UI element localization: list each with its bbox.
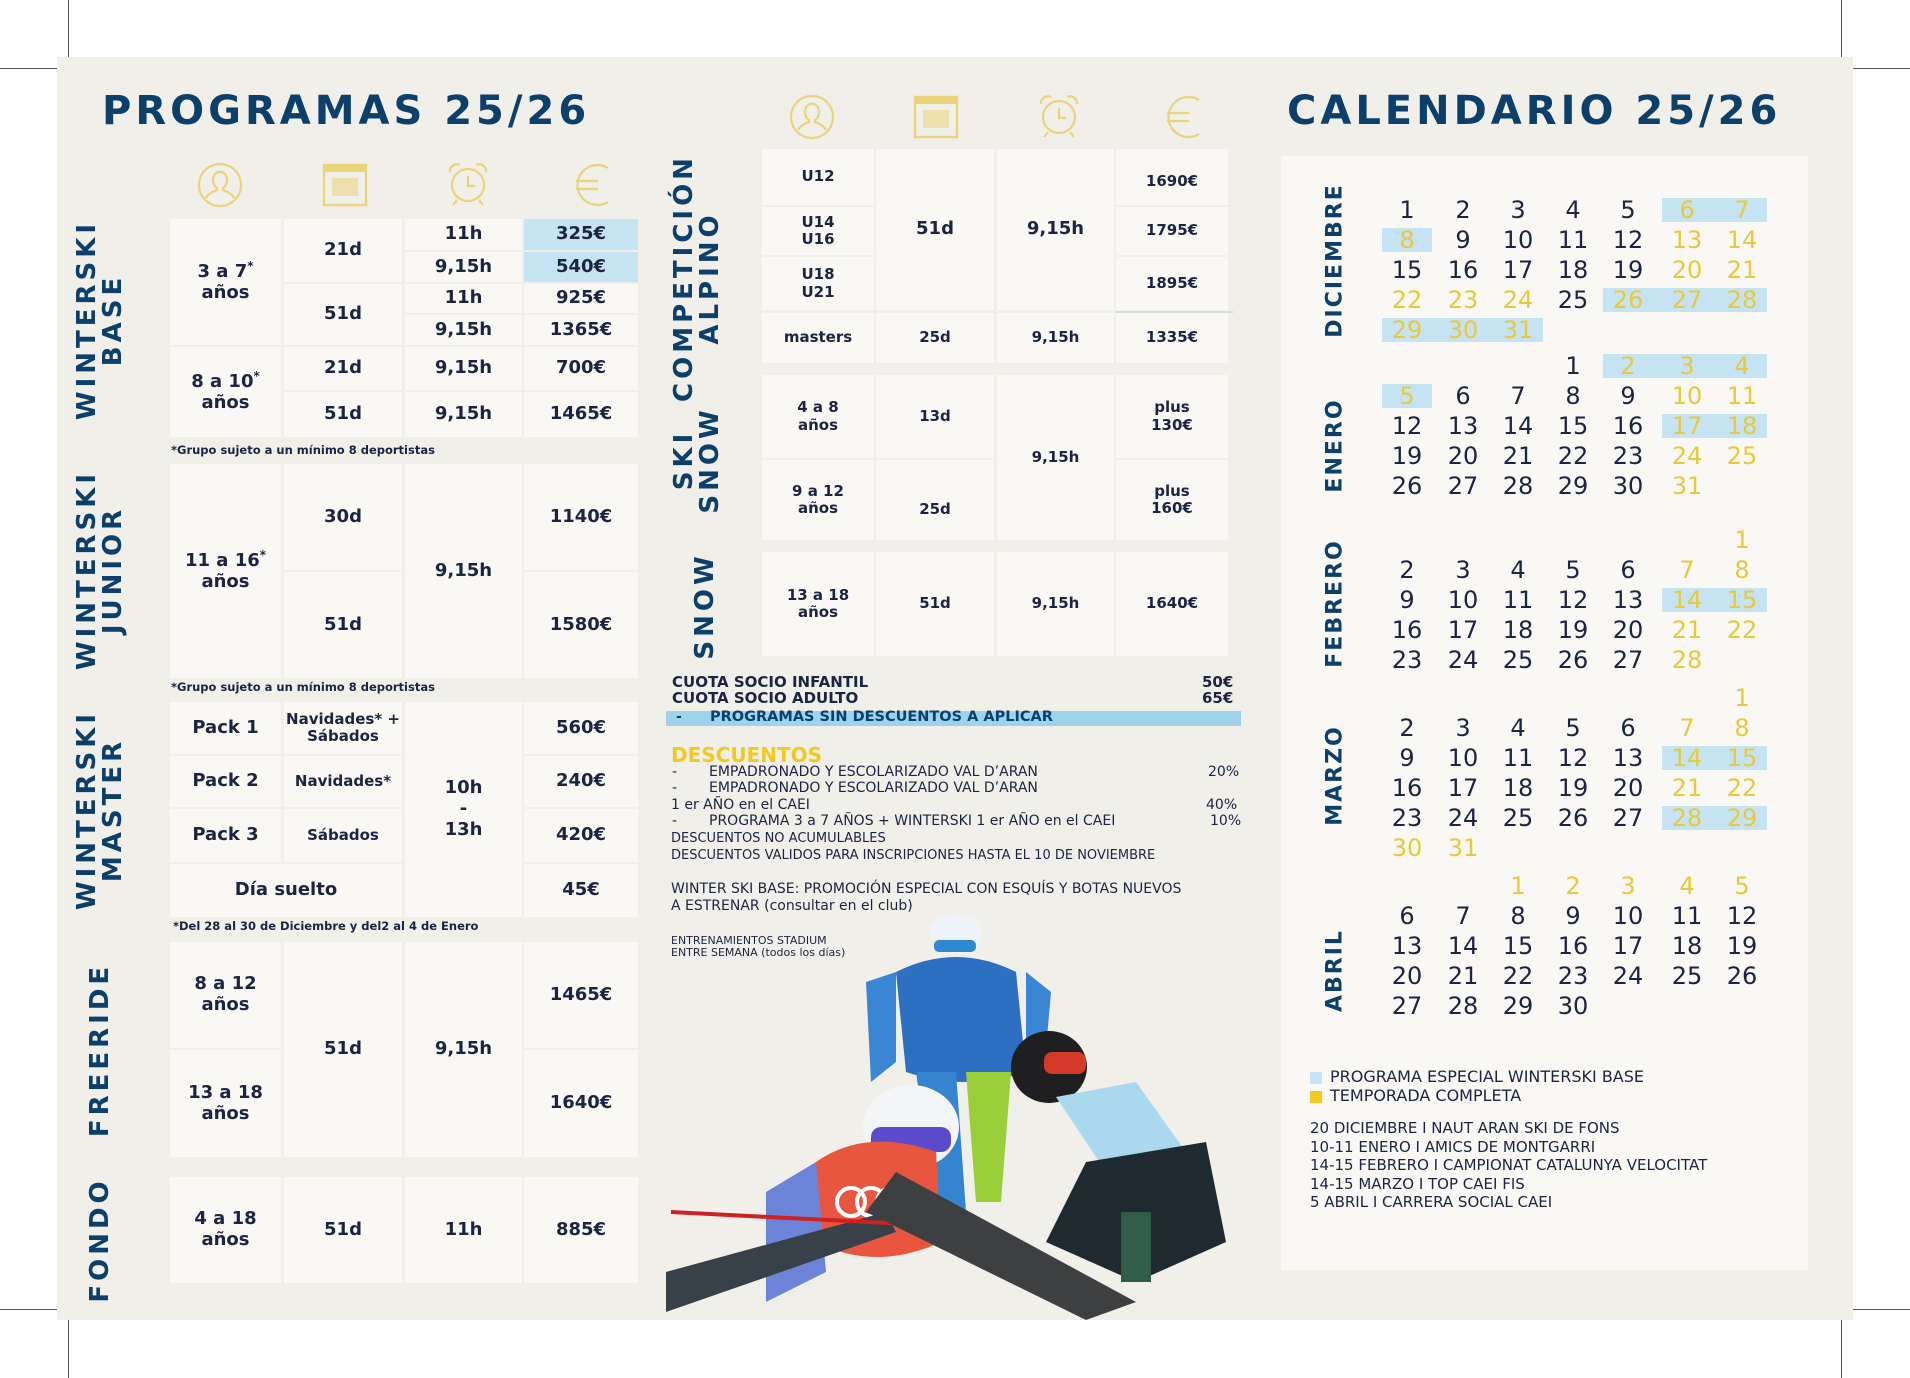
pack-cell: Pack 2 bbox=[170, 756, 281, 807]
calendar-day: 19 bbox=[1557, 616, 1589, 644]
calendar-icon bbox=[913, 94, 959, 140]
calendar-day: 2 bbox=[1399, 714, 1415, 742]
month-label-marzo: MARZO bbox=[1322, 725, 1348, 826]
hours-cell: 9,15h bbox=[405, 942, 522, 1157]
days-cell: 51d bbox=[284, 942, 402, 1157]
calendar-day: 12 bbox=[1391, 412, 1423, 440]
calendar-day: 22 bbox=[1557, 442, 1589, 470]
hours-cell: 9,15h bbox=[997, 552, 1114, 656]
calendar-day: 9 bbox=[1620, 382, 1636, 410]
hours-cell: 9,15h bbox=[405, 252, 522, 282]
legend-swatch-blue bbox=[1310, 1072, 1322, 1084]
calendar-day: 21 bbox=[1502, 442, 1534, 470]
calendar-day: 28 bbox=[1447, 992, 1479, 1020]
calendar-day: 3 bbox=[1679, 352, 1695, 380]
descuento-value: 40% bbox=[1206, 797, 1238, 813]
calendar-day: 12 bbox=[1612, 226, 1644, 254]
calendar-day: 19 bbox=[1391, 442, 1423, 470]
calendar-day: 4 bbox=[1734, 352, 1750, 380]
days-cell: 30d bbox=[284, 464, 402, 570]
category-cell: masters bbox=[762, 313, 874, 363]
alarm-clock-icon bbox=[445, 160, 491, 206]
calendar-day: 4 bbox=[1679, 872, 1695, 900]
price-cell: 420€ bbox=[524, 809, 638, 862]
calendar-day: 28 bbox=[1671, 646, 1703, 674]
calendar-day: 14 bbox=[1671, 744, 1703, 772]
calendar-day: 20 bbox=[1612, 616, 1644, 644]
category-cell: U14 U16 bbox=[762, 207, 874, 255]
calendar-day: 5 bbox=[1565, 714, 1581, 742]
calendar-day: 12 bbox=[1557, 586, 1589, 614]
footnote: *Grupo sujeto a un mínimo 8 deportistas bbox=[171, 443, 435, 457]
section-label-competicion-alpino: COMPETICIÓN ALPINO bbox=[669, 154, 725, 402]
sin-descuentos-banner: - PROGRAMAS SIN DESCUENTOS A APLICAR bbox=[666, 711, 1241, 726]
descuentos-validos: DESCUENTOS VALIDOS PARA INSCRIPCIONES HASTA EL 10 DE NOVIEMBRE bbox=[671, 848, 1156, 863]
calendar-day: 3 bbox=[1455, 714, 1471, 742]
calendar-day: 14 bbox=[1502, 412, 1534, 440]
price-cell: 1580€ bbox=[524, 572, 638, 678]
section-label-winterski-junior: WINTERSKI JUNIOR bbox=[72, 469, 128, 671]
crop-mark bbox=[0, 1309, 57, 1310]
calendar-day: 13 bbox=[1612, 586, 1644, 614]
price-cell: 1335€ bbox=[1116, 313, 1228, 363]
calendar-day: 7 bbox=[1679, 556, 1695, 584]
calendar-day: 1 bbox=[1510, 872, 1526, 900]
descuentos-title: DESCUENTOS bbox=[671, 743, 823, 767]
days-cell: 51d bbox=[876, 552, 994, 656]
calendar-day: 22 bbox=[1726, 616, 1758, 644]
section-label-winterski-base: WINTERSKI BASE bbox=[72, 219, 128, 421]
days-cell: 21d bbox=[284, 219, 402, 282]
crop-mark bbox=[1841, 1320, 1842, 1378]
calendar-day: 4 bbox=[1565, 196, 1581, 224]
calendar-day: 30 bbox=[1557, 992, 1589, 1020]
calendar-day: 24 bbox=[1612, 962, 1644, 990]
calendar-day: 30 bbox=[1447, 316, 1479, 344]
calendar-day: 8 bbox=[1565, 382, 1581, 410]
calendar-day: 17 bbox=[1612, 932, 1644, 960]
price-cell: 560€ bbox=[524, 702, 638, 754]
age-cell: 4 a 18 años bbox=[170, 1177, 281, 1283]
calendar-day: 22 bbox=[1502, 962, 1534, 990]
calendar-day: 5 bbox=[1620, 196, 1636, 224]
event-item: 14-15 MARZO I TOP CAEI FIS bbox=[1310, 1175, 1525, 1193]
calendar-day: 12 bbox=[1557, 744, 1589, 772]
month-label-enero: ENERO bbox=[1322, 398, 1348, 493]
category-cell: U18 U21 bbox=[762, 257, 874, 310]
hours-cell: 9,15h bbox=[997, 375, 1114, 540]
calendar-day: 26 bbox=[1612, 286, 1644, 314]
footnote: *Del 28 al 30 de Diciembre y del2 al 4 de Enero bbox=[173, 919, 479, 933]
calendar-day: 25 bbox=[1726, 442, 1758, 470]
hours-cell: 9,15h bbox=[405, 315, 522, 345]
calendar-day: 10 bbox=[1612, 902, 1644, 930]
calendar-day: 15 bbox=[1726, 586, 1758, 614]
calendar-day: 18 bbox=[1502, 774, 1534, 802]
event-item: 14-15 FEBRERO I CAMPIONAT CATALUNYA VELOCITAT bbox=[1310, 1156, 1708, 1174]
calendar-day: 1 bbox=[1734, 526, 1750, 554]
calendar-day: 21 bbox=[1671, 774, 1703, 802]
stadium-line-2: ENTRE SEMANA (todos los días) bbox=[671, 946, 846, 959]
cuota-adulto-value: 65€ bbox=[1202, 689, 1234, 707]
calendar-day: 18 bbox=[1671, 932, 1703, 960]
calendar-day: 18 bbox=[1557, 256, 1589, 284]
calendar-day: 21 bbox=[1447, 962, 1479, 990]
person-icon bbox=[789, 94, 835, 140]
pack-cell: Pack 3 bbox=[170, 809, 281, 862]
calendar-day: 10 bbox=[1671, 382, 1703, 410]
calendar-day: 15 bbox=[1726, 744, 1758, 772]
days-cell: 51d bbox=[284, 1177, 402, 1283]
calendar-day: 2 bbox=[1455, 196, 1471, 224]
calendar-day: 7 bbox=[1679, 714, 1695, 742]
calendar-day: 19 bbox=[1557, 774, 1589, 802]
calendar-day: 5 bbox=[1734, 872, 1750, 900]
days-cell: 25d bbox=[876, 460, 994, 540]
price-cell: plus 130€ bbox=[1116, 375, 1228, 458]
calendar-day: 7 bbox=[1510, 382, 1526, 410]
days-cell: 13d bbox=[876, 375, 994, 458]
calendar-day: 2 bbox=[1565, 872, 1581, 900]
ski-athletes-photo bbox=[666, 912, 1244, 1320]
calendar-icon bbox=[322, 162, 368, 208]
calendar-day: 8 bbox=[1399, 226, 1415, 254]
crop-mark bbox=[1841, 0, 1842, 57]
period-cell: Navidades* bbox=[284, 756, 402, 807]
calendar-day: 29 bbox=[1502, 992, 1534, 1020]
days-cell: 51d bbox=[284, 284, 402, 345]
days-cell: 51d bbox=[876, 149, 994, 310]
hours-cell: 9,15h bbox=[405, 392, 522, 437]
hours-cell: 10h - 13h bbox=[405, 702, 522, 917]
calendar-day: 27 bbox=[1612, 646, 1644, 674]
calendar-day: 21 bbox=[1671, 616, 1703, 644]
calendar-day: 11 bbox=[1726, 382, 1758, 410]
calendar-day: 17 bbox=[1671, 412, 1703, 440]
programas-title: PROGRAMAS 25/26 bbox=[102, 88, 591, 134]
calendar-day: 23 bbox=[1391, 646, 1423, 674]
calendar-day: 7 bbox=[1455, 902, 1471, 930]
cuota-infantil-label: CUOTA SOCIO INFANTIL bbox=[672, 673, 869, 691]
calendar-day: 31 bbox=[1671, 472, 1703, 500]
calendar-day: 21 bbox=[1726, 256, 1758, 284]
calendar-day: 7 bbox=[1734, 196, 1750, 224]
calendar-day: 2 bbox=[1399, 556, 1415, 584]
age-cell: 4 a 8 años bbox=[762, 375, 874, 458]
calendar-day: 23 bbox=[1391, 804, 1423, 832]
calendar-day: 4 bbox=[1510, 714, 1526, 742]
calendar-day: 25 bbox=[1671, 962, 1703, 990]
calendar-day: 23 bbox=[1557, 962, 1589, 990]
calendar-day: 19 bbox=[1726, 932, 1758, 960]
days-cell: 51d bbox=[284, 392, 402, 437]
price-cell: 1795€ bbox=[1116, 207, 1228, 255]
price-cell: 700€ bbox=[524, 347, 638, 390]
calendar-day: 20 bbox=[1671, 256, 1703, 284]
descuento-dash: - bbox=[672, 780, 678, 796]
hours-cell: 9,15h bbox=[405, 347, 522, 390]
calendar-day: 25 bbox=[1502, 804, 1534, 832]
descuento-dash: - bbox=[672, 813, 678, 829]
calendar-day: 22 bbox=[1726, 774, 1758, 802]
month-label-abril: ABRIL bbox=[1322, 929, 1348, 1012]
calendar-day: 24 bbox=[1447, 804, 1479, 832]
calendar-day: 27 bbox=[1612, 804, 1644, 832]
price-cell: 240€ bbox=[524, 756, 638, 807]
stadium-line-1: ENTRENAMIENTOS STADIUM bbox=[671, 934, 827, 947]
descuento-text: EMPADRONADO Y ESCOLARIZADO VAL D’ARAN bbox=[709, 780, 1038, 796]
price-cell: 1895€ bbox=[1116, 257, 1228, 310]
price-cell: 1640€ bbox=[524, 1050, 638, 1157]
calendar-day: 22 bbox=[1391, 286, 1423, 314]
hours-cell: 9,15h bbox=[997, 149, 1114, 310]
calendar-day: 13 bbox=[1612, 744, 1644, 772]
calendar-day: 31 bbox=[1447, 834, 1479, 862]
calendar-day: 5 bbox=[1399, 382, 1415, 410]
calendar-day: 1 bbox=[1734, 684, 1750, 712]
calendar-day: 25 bbox=[1557, 286, 1589, 314]
calendar-day: 24 bbox=[1447, 646, 1479, 674]
calendar-day: 26 bbox=[1391, 472, 1423, 500]
calendar-day: 23 bbox=[1447, 286, 1479, 314]
section-label-freeride: FREERIDE bbox=[85, 962, 115, 1138]
calendar-day: 13 bbox=[1671, 226, 1703, 254]
descuento-value: 10% bbox=[1210, 813, 1242, 829]
month-label-diciembre: DICIEMBRE bbox=[1322, 183, 1348, 338]
price-cell: 45€ bbox=[524, 864, 638, 917]
calendar-day: 13 bbox=[1391, 932, 1423, 960]
calendar-day: 6 bbox=[1679, 196, 1695, 224]
calendar-day: 14 bbox=[1726, 226, 1758, 254]
period-cell: Navidades* + Sábados bbox=[284, 702, 402, 754]
calendar-day: 26 bbox=[1557, 646, 1589, 674]
calendar-day: 16 bbox=[1391, 616, 1423, 644]
calendar-day: 6 bbox=[1399, 902, 1415, 930]
legend-label: PROGRAMA ESPECIAL WINTERSKI BASE bbox=[1330, 1067, 1645, 1086]
calendar-day: 28 bbox=[1726, 286, 1758, 314]
calendar-day: 28 bbox=[1502, 472, 1534, 500]
calendar-day: 27 bbox=[1447, 472, 1479, 500]
calendar-day: 29 bbox=[1557, 472, 1589, 500]
calendar-day: 9 bbox=[1399, 586, 1415, 614]
calendar-day: 11 bbox=[1502, 586, 1534, 614]
alarm-clock-icon bbox=[1036, 92, 1082, 138]
calendar-day: 30 bbox=[1391, 834, 1423, 862]
age-cell: 8 a 10* años bbox=[170, 347, 281, 437]
calendar-day: 3 bbox=[1620, 872, 1636, 900]
days-cell: 25d bbox=[876, 313, 994, 363]
descuento-dash: - bbox=[672, 764, 678, 780]
calendar-day: 5 bbox=[1565, 556, 1581, 584]
promo-line-2: A ESTRENAR (consultar en el club) bbox=[671, 898, 913, 914]
calendar-day: 17 bbox=[1502, 256, 1534, 284]
age-cell: 13 a 18 años bbox=[762, 552, 874, 656]
calendar-day: 24 bbox=[1502, 286, 1534, 314]
crop-mark bbox=[0, 68, 57, 69]
price-cell-highlight: 540€ bbox=[524, 252, 638, 282]
footnote: *Grupo sujeto a un mínimo 8 deportistas bbox=[171, 680, 435, 694]
calendar-day: 20 bbox=[1391, 962, 1423, 990]
price-cell: 1465€ bbox=[524, 392, 638, 437]
calendar-day: 16 bbox=[1557, 932, 1589, 960]
calendar-day: 17 bbox=[1447, 774, 1479, 802]
calendar-day: 11 bbox=[1671, 902, 1703, 930]
calendar-day: 18 bbox=[1502, 616, 1534, 644]
calendar-day: 12 bbox=[1726, 902, 1758, 930]
calendar-day: 19 bbox=[1612, 256, 1644, 284]
no-acumulables: DESCUENTOS NO ACUMULABLES bbox=[671, 831, 886, 846]
calendar-day: 14 bbox=[1671, 586, 1703, 614]
event-item: 20 DICIEMBRE I NAUT ARAN SKI DE FONS bbox=[1310, 1119, 1620, 1137]
descuento-text: EMPADRONADO Y ESCOLARIZADO VAL D’ARAN bbox=[709, 764, 1038, 780]
calendar-day: 30 bbox=[1612, 472, 1644, 500]
calendar-day: 6 bbox=[1620, 714, 1636, 742]
calendar-day: 10 bbox=[1447, 744, 1479, 772]
calendar-day: 18 bbox=[1726, 412, 1758, 440]
calendar-day: 11 bbox=[1557, 226, 1589, 254]
calendar-day: 27 bbox=[1671, 286, 1703, 314]
month-label-febrero: FEBRERO bbox=[1322, 539, 1348, 668]
age-cell: 11 a 16* años bbox=[170, 464, 281, 678]
price-cell: 1140€ bbox=[524, 464, 638, 570]
days-cell: 21d bbox=[284, 347, 402, 390]
crop-mark bbox=[68, 0, 69, 57]
calendar-day: 29 bbox=[1391, 316, 1423, 344]
section-label-fondo: FONDO bbox=[85, 1177, 115, 1303]
calendar-day: 23 bbox=[1612, 442, 1644, 470]
euro-icon bbox=[570, 162, 616, 208]
price-cell: 885€ bbox=[524, 1177, 638, 1283]
calendar-day: 4 bbox=[1510, 556, 1526, 584]
calendar-day: 2 bbox=[1620, 352, 1636, 380]
age-cell: 13 a 18 años bbox=[170, 1050, 281, 1157]
promo-line-1: WINTER SKI BASE: PROMOCIÓN ESPECIAL CON ESQUÍS Y BOTAS NUEVOS bbox=[671, 881, 1182, 897]
calendar-day: 25 bbox=[1502, 646, 1534, 674]
legend-swatch-yellow bbox=[1310, 1091, 1322, 1103]
age-cell: 8 a 12 años bbox=[170, 942, 281, 1048]
calendar-day: 6 bbox=[1455, 382, 1471, 410]
calendar-day: 16 bbox=[1612, 412, 1644, 440]
section-label-snow: SNOW bbox=[690, 552, 720, 660]
section-label-ski-snow: SKI SNOW bbox=[669, 406, 725, 514]
legend-label: TEMPORADA COMPLETA bbox=[1330, 1086, 1522, 1105]
cuota-adulto-label: CUOTA SOCIO ADULTO bbox=[672, 689, 859, 707]
calendar-day: 11 bbox=[1502, 744, 1534, 772]
hours-cell: 11h bbox=[405, 1177, 522, 1283]
calendar-day: 15 bbox=[1502, 932, 1534, 960]
calendar-day: 24 bbox=[1671, 442, 1703, 470]
price-cell: 925€ bbox=[524, 284, 638, 313]
price-cell: 1365€ bbox=[524, 315, 638, 345]
calendar-day: 15 bbox=[1557, 412, 1589, 440]
event-item: 10-11 ENERO I AMICS DE MONTGARRI bbox=[1310, 1138, 1596, 1156]
calendar-day: 10 bbox=[1502, 226, 1534, 254]
price-cell: 1690€ bbox=[1116, 149, 1228, 205]
calendar-day: 8 bbox=[1734, 556, 1750, 584]
calendar-day: 26 bbox=[1557, 804, 1589, 832]
calendar-day: 6 bbox=[1620, 556, 1636, 584]
calendar-day: 16 bbox=[1391, 774, 1423, 802]
category-cell: U12 bbox=[762, 149, 874, 205]
euro-icon bbox=[1161, 94, 1207, 140]
event-item: 5 ABRIL I CARRERA SOCIAL CAEI bbox=[1310, 1193, 1553, 1211]
calendar-day: 1 bbox=[1565, 352, 1581, 380]
calendar-day: 3 bbox=[1510, 196, 1526, 224]
cuota-infantil-value: 50€ bbox=[1202, 673, 1234, 691]
calendar-day: 9 bbox=[1399, 744, 1415, 772]
pack-cell: Pack 1 bbox=[170, 702, 281, 754]
price-cell: 1640€ bbox=[1116, 552, 1228, 656]
calendar-day: 9 bbox=[1455, 226, 1471, 254]
calendar-day: 1 bbox=[1399, 196, 1415, 224]
calendar-day: 27 bbox=[1391, 992, 1423, 1020]
pack-cell: Día suelto bbox=[170, 864, 402, 917]
calendar-day: 9 bbox=[1565, 902, 1581, 930]
calendar-day: 10 bbox=[1447, 586, 1479, 614]
calendar-day: 28 bbox=[1671, 804, 1703, 832]
hours-cell: 9,15h bbox=[997, 313, 1114, 363]
hours-cell: 11h bbox=[405, 284, 522, 313]
descuento-text: 1 er AÑO en el CAEI bbox=[671, 797, 810, 813]
calendar-day: 8 bbox=[1734, 714, 1750, 742]
descuento-value: 20% bbox=[1208, 764, 1240, 780]
person-icon bbox=[197, 162, 243, 208]
period-cell: Sábados bbox=[284, 809, 402, 862]
section-label-winterski-master: WINTERSKI MASTER bbox=[72, 709, 128, 911]
hours-cell: 11h bbox=[405, 219, 522, 250]
calendar-day: 26 bbox=[1726, 962, 1758, 990]
price-cell-highlight: 325€ bbox=[524, 219, 638, 250]
age-cell: 9 a 12 años bbox=[762, 460, 874, 540]
calendar-day: 14 bbox=[1447, 932, 1479, 960]
age-cell: 3 a 7* años bbox=[170, 219, 281, 345]
calendar-day: 20 bbox=[1447, 442, 1479, 470]
calendar-day: 20 bbox=[1612, 774, 1644, 802]
calendar-day: 8 bbox=[1510, 902, 1526, 930]
crop-mark bbox=[1853, 1309, 1910, 1310]
days-cell: 51d bbox=[284, 572, 402, 678]
calendar-day: 13 bbox=[1447, 412, 1479, 440]
calendario-title: CALENDARIO 25/26 bbox=[1287, 88, 1782, 134]
price-cell: plus 160€ bbox=[1116, 460, 1228, 540]
hours-cell: 9,15h bbox=[405, 464, 522, 678]
calendar-day: 15 bbox=[1391, 256, 1423, 284]
calendar-day: 29 bbox=[1726, 804, 1758, 832]
price-cell: 1465€ bbox=[524, 942, 638, 1048]
calendar-day: 16 bbox=[1447, 256, 1479, 284]
calendar-day: 31 bbox=[1502, 316, 1534, 344]
crop-mark bbox=[1853, 68, 1910, 69]
calendar-day: 17 bbox=[1447, 616, 1479, 644]
descuento-text: PROGRAMA 3 a 7 AÑOS + WINTERSKI 1 er AÑO en el CAEI bbox=[709, 813, 1116, 829]
calendar-day: 3 bbox=[1455, 556, 1471, 584]
